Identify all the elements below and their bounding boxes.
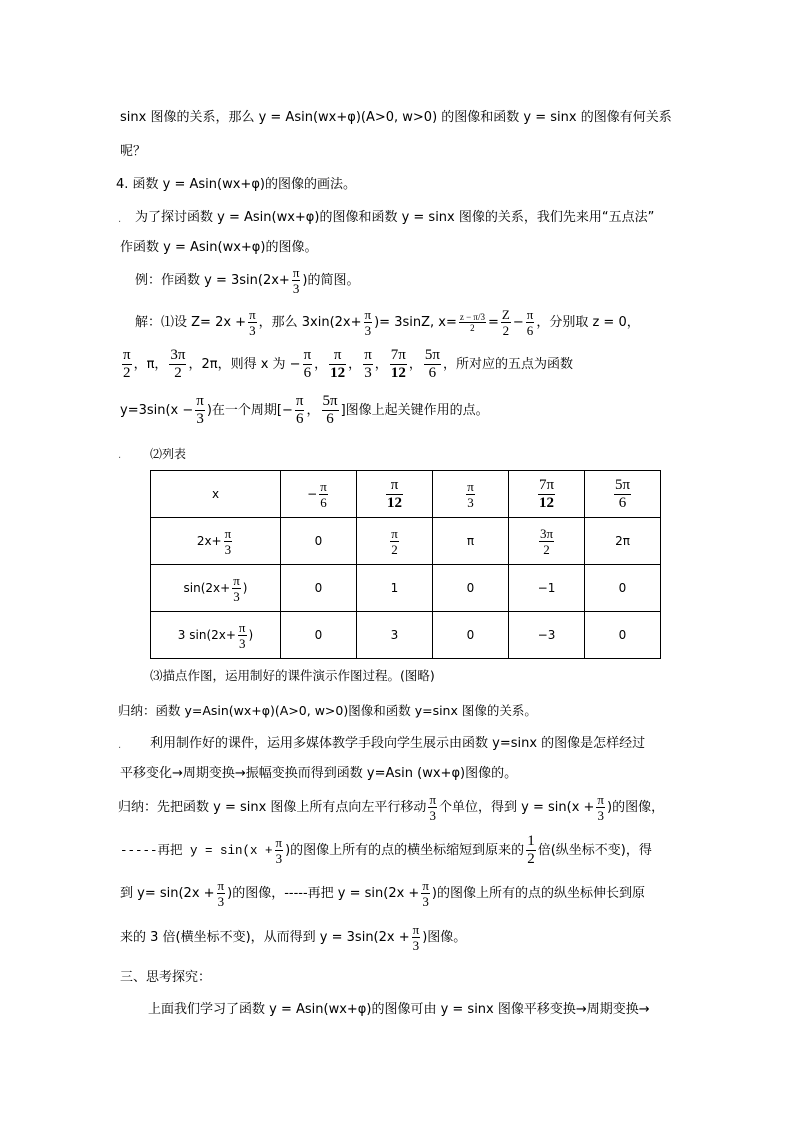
table-cell: 0 [585,565,661,612]
fraction: $\frac{\pi}{6}$ [303,347,312,381]
text-line: -----再把 y = sin(x + $\frac{\pi}{3}$ )的图像上所有的点的横坐标缩短到原来的 $\frac{1}{2}$ 倍(纵坐标不变)，得 [120,833,652,867]
table-cell [357,518,433,565]
fraction: $\frac{\pi}{3}$ [597,792,604,823]
fraction: $\frac{\pi}{3}$ [275,835,283,866]
table-cell: 3 [357,612,433,659]
fraction: $\frac{\pi}{2}$ [123,347,131,381]
text-line: 为了探讨函数 y = Asin(wx+φ)的图像和函数 y = sinx 图像的关系，我们先来用“五点法” [135,210,655,225]
table-row [151,612,661,659]
table-cell: 0 [281,565,357,612]
fraction: $\frac{\pi}{3}$ [224,525,232,557]
table-cell: 0 [433,565,509,612]
table-cell: 0 [433,612,509,659]
fraction: $\frac{\pi}{3}$ [233,572,240,604]
section-heading: 4. 函数 y = Asin(wx+φ)的图像的画法。 [116,177,356,192]
fraction: $\frac{\pi}{3}$ [249,307,256,338]
text-line: 作函数 y = Asin(wx+φ)的图像。 [120,240,318,255]
fraction: $\frac{7\pi}{12}$ [390,347,406,381]
fraction: $\frac{Z}{2}$ [501,307,510,338]
text-line: sinx 图像的关系，那么 y = Asin(wx+φ)(A>0, w>0) 的图像和函数 y = sinx 的图像有何关系 [120,110,672,125]
table-cell: 0 [281,612,357,659]
table-row [151,565,661,612]
table-cell: −3 [509,612,585,659]
text-line: 利用制作好的课件，运用多媒体教学手段向学生展示由函数 y=sinx 的图像是怎样经过 [150,736,646,751]
fraction: $\frac{\pi}{6}$ [526,307,534,338]
table-cell: x [151,471,281,518]
fraction: $\frac{\pi}{6}$ [295,393,304,427]
table-row [151,471,661,518]
solution-line: 解：⑴设 Z= 2x + $\frac{\pi}{3}$ ，那么 3xin(2x+ $\frac{\pi}{3}$ )= 3sinZ, x= $\frac{z - \pi/3}{2}$ = $\frac{Z}{2}$ − $\frac{\pi}{6}$ ，分别取 z = 0， [135,307,640,338]
text-line: 来的 3 倍(横坐标不变)，从而得到 y = 3sin(2x + $\frac{\pi}{3}$ )图像。 [120,922,467,953]
fraction: $\frac{\pi}{3}$ [217,878,225,909]
text-line: 到 y= sin(2x + $\frac{\pi}{3}$ )的图像，-----再把 y = sin(2x + $\frac{\pi}{3}$ )的图像上所有的点的纵坐标伸长到原 [120,878,645,909]
text-line: ⑵列表 [150,447,187,461]
fraction: $\frac{\pi}{3}$ [292,265,300,296]
text-line: ⑶描点作图，运用制好的课件演示作图过程。(图略) [150,668,435,683]
fraction: $\frac{\pi}{12}$ [330,347,346,381]
table-cell: 0 [281,518,357,565]
table-cell [585,471,661,518]
fraction: $\frac{\pi}{3}$ [422,878,429,909]
fraction: $\frac{\pi}{3}$ [412,922,420,953]
fraction: $\frac{\pi}{3}$ [429,792,437,823]
table-cell: π [433,518,509,565]
table-cell [509,518,585,565]
table-cell: 0 [585,612,661,659]
fraction: $\frac{1}{2}$ [527,833,535,867]
paragraph-mark: . [118,450,122,461]
paragraph-mark: . [118,740,122,751]
fraction: $\frac{z - \pi/3}{2}$ [459,312,485,333]
table-cell [509,471,585,518]
table-cell: −1 [509,565,585,612]
table-cell: − $\frac{\pi}{6}$ [281,471,357,518]
table-cell: 2x+ $\frac{\pi}{3}$ [151,518,281,565]
values-table [150,470,661,659]
text-line: 归纳：先把函数 y = sinx 图像上所有点向左平行移动 $\frac{\pi}{3}$ 个单位，得到 y = sin(x + $\frac{\pi}{3}$ )的图像， [118,792,665,823]
table-row [151,518,661,565]
fraction: $\frac{\pi}{2}$ [391,525,398,557]
text-line: 上面我们学习了函数 y = Asin(wx+φ)的图像可由 y = sinx 图像平移变换→周期变换→ [148,1002,650,1017]
fraction: $\frac{5\pi}{6}$ [424,347,440,381]
summary-heading: 归纳：函数 y=Asin(wx+φ)(A>0, w>0)图像和函数 y=sinx 图像的关系。 [118,703,537,718]
fraction: $\frac{5\pi}{6}$ [322,393,338,427]
fraction: $\frac{\pi}{3}$ [238,619,246,651]
fraction: $\frac{5\pi}{6}$ [614,476,631,511]
text-line: 平移变化→周期变换→振幅变换而得到函数 y=Asin (wx+φ)图像的。 [120,766,518,781]
paragraph-mark: . [118,214,122,225]
fraction: $\frac{\pi}{3}$ [364,347,372,381]
table-cell: sin(2x+ $\frac{\pi}{3}$ ) [151,565,281,612]
fraction: $\frac{\pi}{12}$ [387,476,402,511]
fraction: $\frac{\pi}{6}$ [320,478,327,510]
section-heading: 三、思考探究： [120,970,212,985]
fraction: $\frac{7\pi}{12}$ [538,476,555,511]
fraction: $\frac{\pi}{3}$ [364,307,372,338]
table-cell [357,471,433,518]
fraction: $\frac{3\pi}{2}$ [170,347,186,381]
example-line: 例：作函数 y = 3sin(2x+ $\frac{\pi}{3}$ )的简图。 [135,265,360,296]
table-cell: 3 sin(2x+ $\frac{\pi}{3}$ ) [151,612,281,659]
table-cell [433,471,509,518]
table-cell: 2π [585,518,661,565]
text-line: 呢？ [120,144,147,159]
fraction: $\frac{3\pi}{2}$ [539,525,554,557]
solution-line: y=3sin(x − $\frac{\pi}{3}$ )在一个周期[− $\frac{\pi}{6}$ ， $\frac{5\pi}{6}$ ]图像上起关键作用的点。 [120,393,489,427]
fraction: $\frac{\pi}{3}$ [467,478,474,510]
solution-line: $\frac{\pi}{2}$ ，π， $\frac{3\pi}{2}$ ，2π，则得 x 为 − $\frac{\pi}{6}$ ， $\frac{\pi}{12}$ ， $\frac{\pi}{3}$ ， $\frac{7\pi}{12}$ ， $\frac{5\pi}{6}$ ，所对应的五点为函数 [123,347,573,381]
table-cell: 1 [357,565,433,612]
fraction: $\frac{\pi}{3}$ [196,393,204,427]
